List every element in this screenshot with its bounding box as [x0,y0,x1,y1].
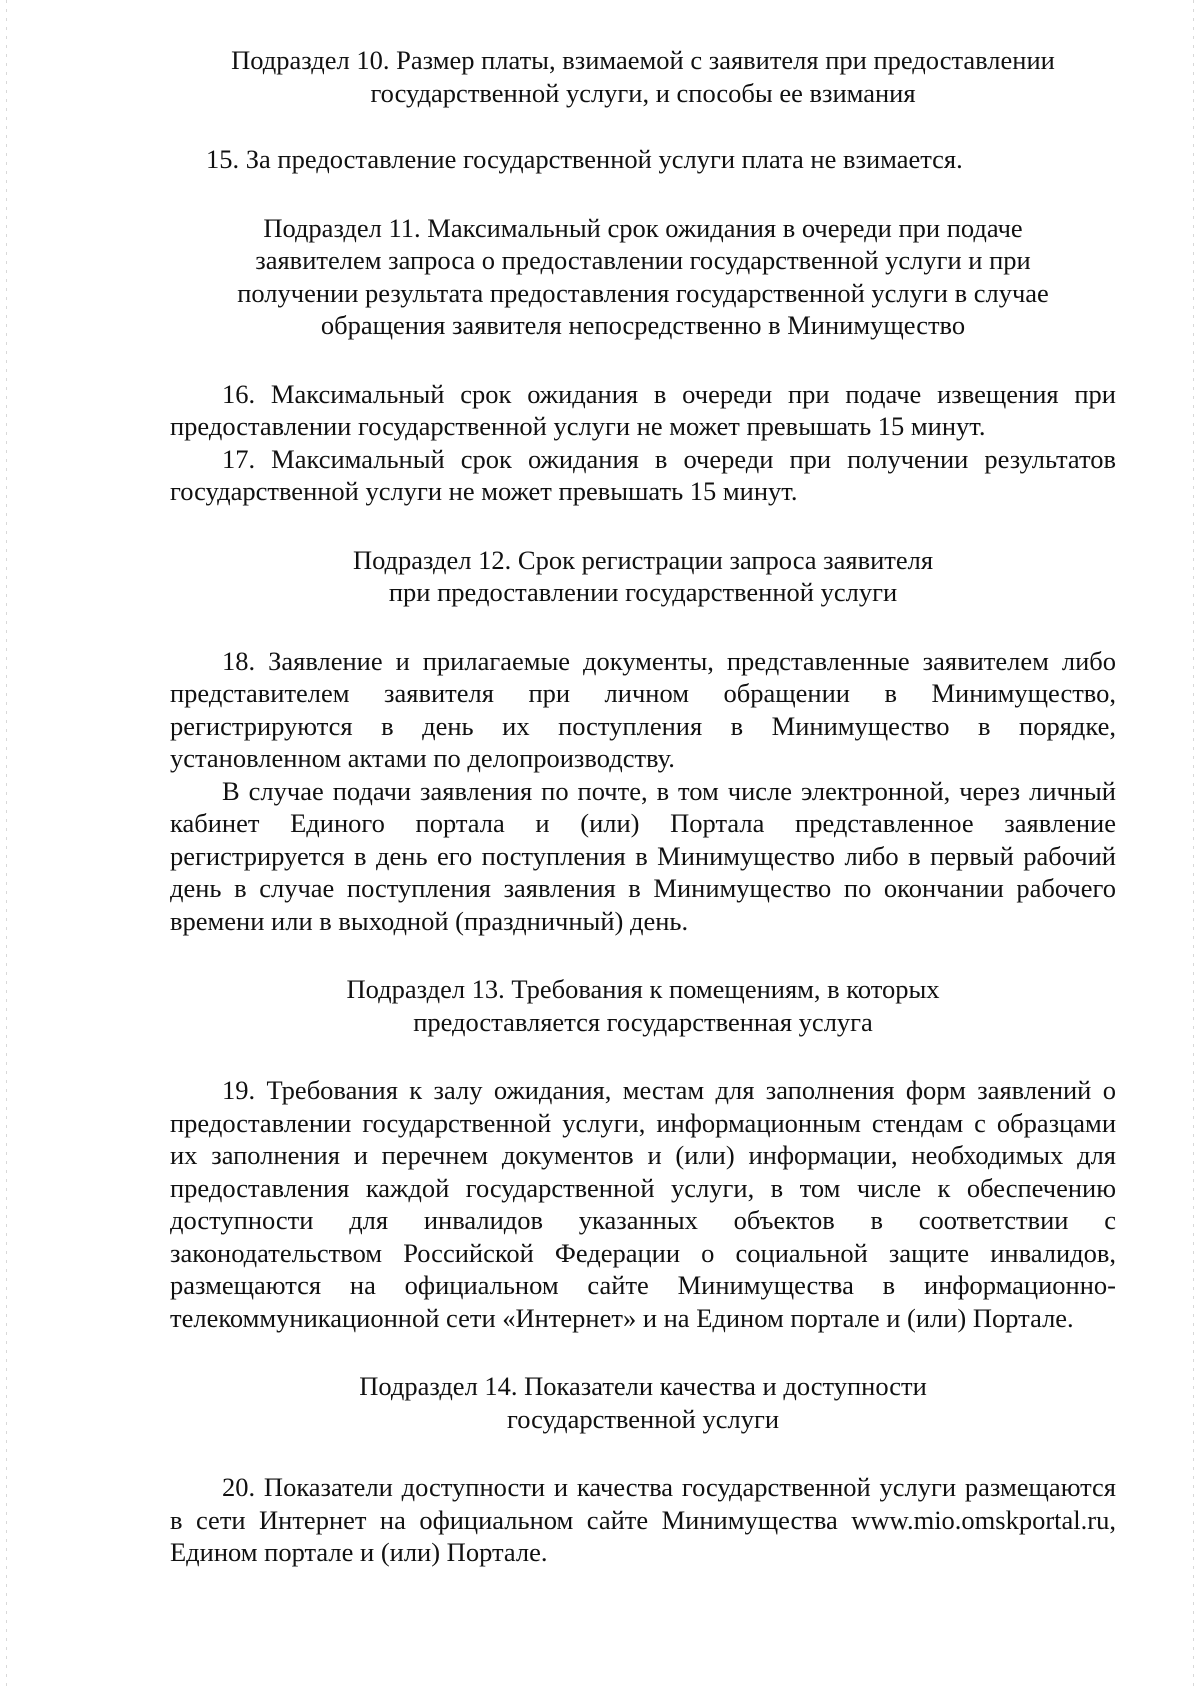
section-heading-10 [170,44,1116,109]
heading-line: Подраздел 14. Показатели качества и доступности [359,1371,927,1401]
section-heading-14 [170,1370,1116,1435]
heading-line: Подраздел 13. Требования к помещениям, в которых [346,974,940,1004]
scan-edge-left [6,0,7,1686]
paragraph-18-continued: В случае подачи заявления по почте, в том числе электронной, через личный кабинет Единого портала и (или) Портала представленное заявление регистрируется в день его поступления в Минимущество либо в первый рабочий день в случае поступления заявления в Минимущество по окончании рабочего времени или в выходной (праздничный) день. [170,775,1116,936]
heading-line: Подраздел 12. Срок регистрации запроса заявителя [352,544,934,575]
heading-line: заявителем запроса о предоставлении государственной услуги и при [255,245,1031,275]
heading-line: государственной услуги, и способы ее взимания [370,77,916,108]
heading-line: государственной услуги [506,1403,780,1434]
paragraph-19: 19. Требования к залу ожидания, местам для заполнения форм заявлений о предоставлении государственной услуги, информационным стендам с образцами их заполнения и перечнем документов и (или) информации, необходимых для предоставления каждой государственной услуги, в том числе к обеспечению доступности для инвалидов указанных объектов в соответствии с законодательством Российской Федерации о социальной защите инвалидов, размещаются на официальном сайте Минимущества в информационно-телекоммуникационной сети «Интернет» и на Едином портале и (или) Портале. [170,1075,1116,1333]
heading-line: при предоставлении государственной услуги [388,577,898,607]
heading-line: Подраздел 10. Размер платы, взимаемой с заявителя при предоставлении [231,45,1055,75]
heading-line: получении результата предоставления государственной услуги в случае [237,277,1049,308]
document-page [170,44,1116,1569]
heading-line: предоставляется государственная услуга [413,1006,873,1037]
heading-line: Подраздел 11. Максимальный срок ожидания в очереди при подаче [263,212,1023,243]
paragraph-17: 17. Максимальный срок ожидания в очереди при получении результатов государственной услуги не может превышать 15 минут. [170,443,1116,506]
section-heading-11 [170,212,1116,342]
paragraph-16: 16. Максимальный срок ожидания в очереди при подаче извещения при предоставлении государственной услуги не может превышать 15 минут. [170,378,1116,441]
section-heading-13 [170,973,1116,1038]
heading-line: обращения заявителя непосредственно в Минимущество [320,310,966,340]
section-heading-12 [170,544,1116,609]
scan-edge-right [1193,0,1194,1686]
paragraph-20: 20. Показатели доступности и качества государственной услуги размещаются в сети Интернет на официальном сайте Минимущества www.mio.omskportal.ru, Едином портале и (или) Портале. [170,1472,1116,1567]
paragraph-15: 15. За предоставление государственной услуги плата не взимается. [206,144,963,174]
paragraph-18: 18. Заявление и прилагаемые документы, представленные заявителем либо представителем заявителя при личном обращении в Минимущество, регистрируются в день их поступления в Минимущество в порядке, установленном актами по делопроизводству. [170,645,1116,773]
